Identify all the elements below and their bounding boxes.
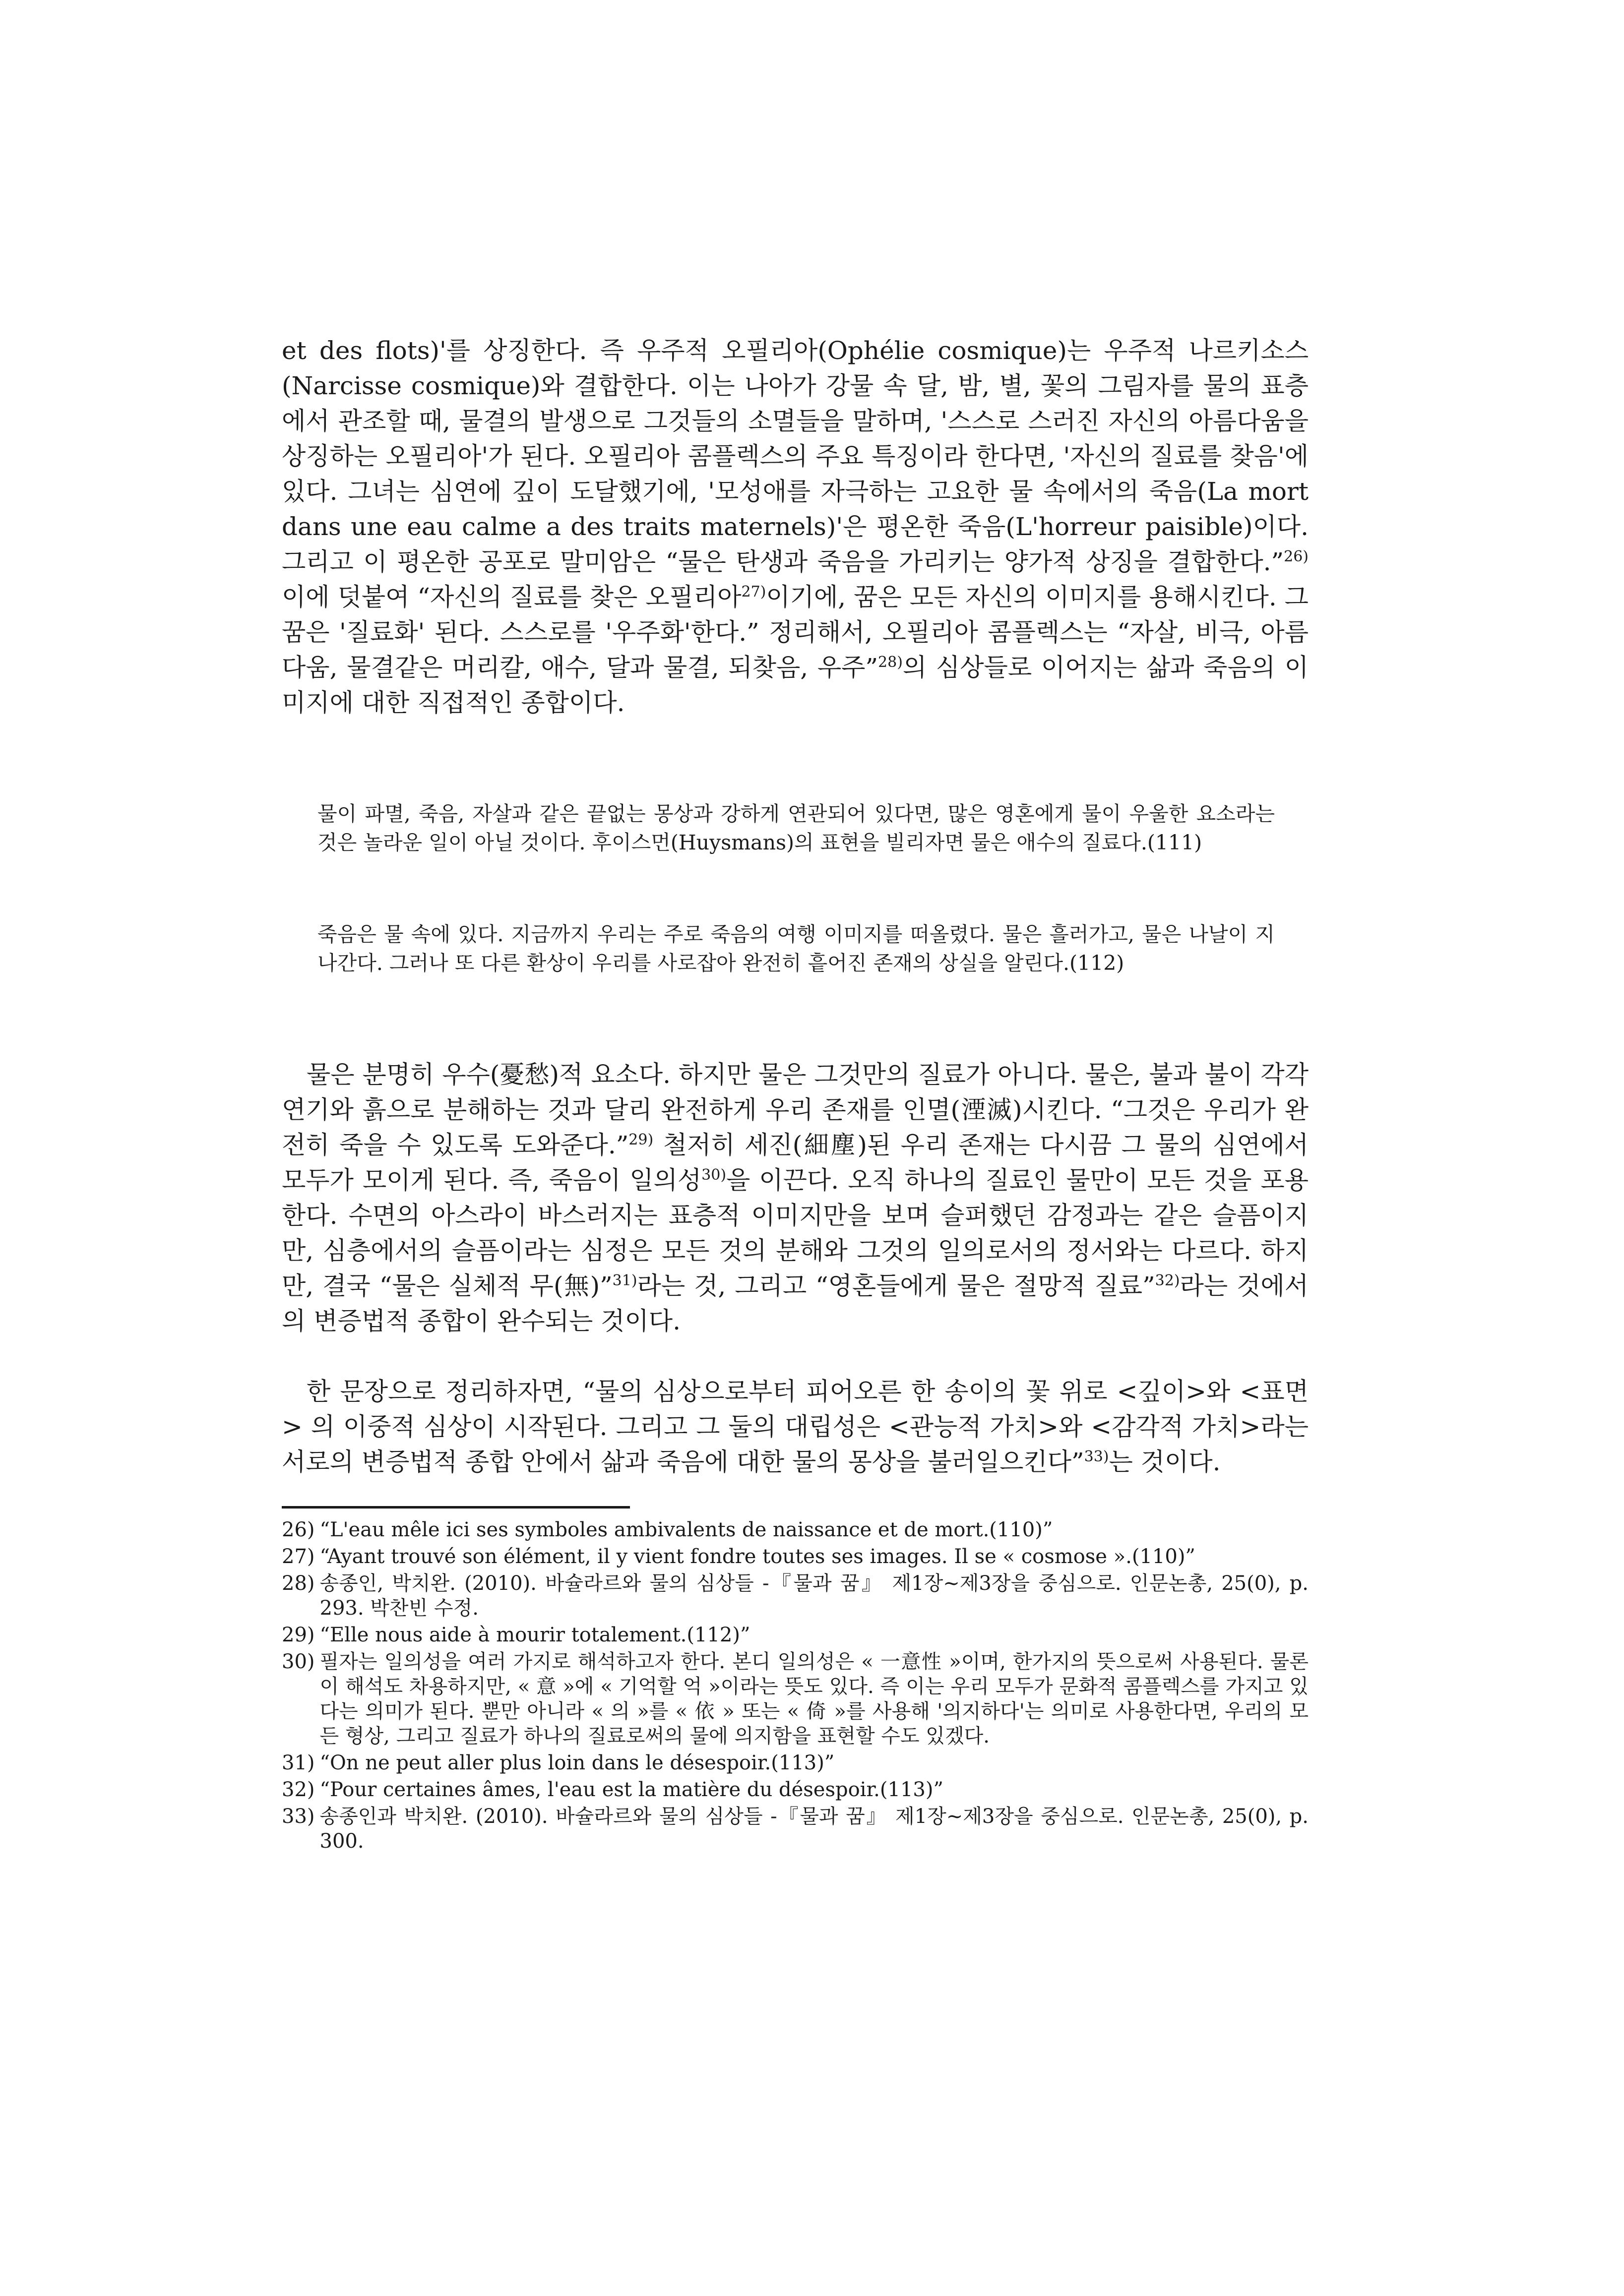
block-quote-1: 물이 파멸, 죽음, 자살과 같은 끝없는 몽상과 강하게 연관되어 있다면, 많은 영혼에게 물이 우울한 요소라는 것은 놀라운 일이 아닐 것이다. 후이스먼(Huysmans)의 표현을 빌리자면 물은 애수의 질료다.(111) [317,802,1275,854]
footnote-30 [282,1649,1309,1749]
paragraph-text: 을 이끈다. 오직 하나의 질료인 물만이 모든 것을 포용한다. 수면의 아스라이 바스러지는 표층적 이미지만을 보며 슬퍼했던 감정과는 같은 슬픔이지만, 심층에서의 슬픔이라는 심정은 모든 것의 분해와 그것의 일의로서의 정서와는 다르다. 하지만, 결국 “물은 실체적 무(無)” [282,1166,1309,1300]
footnote-text: “Elle nous aide à mourir totalement.(112)” [319,1624,750,1646]
footnote-ref-29[interactable]: 29) [628,1131,654,1148]
footnote-ref-28[interactable]: 28) [878,654,903,671]
footnote-number: 32) [282,1778,315,1801]
body-paragraph-2 [282,1057,1309,1339]
footnote-divider [282,1506,630,1509]
footnote-text: “On ne peut aller plus loin dans le désespoir.(113)” [319,1752,835,1774]
paragraph-text: 물은 분명히 우수(憂愁)적 요소다. 하지만 물은 그것만의 질료가 아니다. 물은, 불과 불이 각각 연기와 흙으로 분해하는 것과 달리 완전하게 우리 존재를 인멸(湮滅)시킨다. “그것은 우리가 완전히 죽을 수 있도록 도와준다.” [282,1060,1309,1159]
block-quote-2: 죽음은 물 속에 있다. 지금까지 우리는 주로 죽음의 여행 이미지를 떠올렸다. 물은 흘러가고, 물은 나날이 지나간다. 그러나 또 다른 환상이 우리를 사로잡아 완전히 흩어진 존재의 상실을 알린다.(112) [317,922,1275,975]
paragraph-text: 철저히 세진(細塵)된 우리 존재는 다시끔 그 물의 심연에서 모두가 모이게 된다. 즉, 죽음이 일의성 [282,1131,1309,1195]
footnote-ref-27[interactable]: 27) [741,583,766,601]
footnote-29 [282,1623,1309,1647]
footnote-number: 31) [282,1752,315,1774]
footnote-ref-33[interactable]: 33) [1084,1448,1109,1465]
body-paragraph-3 [282,1374,1309,1480]
footnote-ref-30[interactable]: 30) [701,1166,727,1184]
paragraph-text: 이에 덧붙여 “자신의 질료를 찾은 오필리아 [282,583,742,611]
footnote-text: “Pour certaines âmes, l'eau est la matière du désespoir.(113)” [319,1778,943,1801]
footnote-31 [282,1751,1309,1775]
footnote-27 [282,1544,1309,1569]
footnote-text: 송종인과 박치완. (2010). 바슐라르와 물의 심상들 -『물과 꿈』 제1장~제3장을 중심으로. 인문논총, 25(0), p. 300. [319,1805,1309,1853]
footnote-number: 33) [282,1805,315,1828]
footnote-ref-31[interactable]: 31) [612,1272,637,1289]
paragraph-text: 라는 것에서의 변증법적 종합이 완수되는 것이다. [282,1271,1309,1335]
footnote-list [282,1517,1309,1856]
body-paragraph-1 [282,333,1309,721]
footnote-ref-32[interactable]: 32) [1155,1272,1180,1289]
footnote-text: 송종인, 박치완. (2010). 바슐라르와 물의 심상들 -『물과 꿈』 제1장~제3장을 중심으로. 인문논총, 25(0), p. 293. 박찬빈 수정. [319,1572,1309,1620]
paragraph-text: 한 문장으로 정리하자면, “물의 심상으로부터 피어오른 한 송이의 꽃 위로 <깊이>와 <표면> 의 이중적 심상이 시작된다. 그리고 그 둘의 대립성은 <관능적 가치>와 <감각적 가치>라는 서로의 변증법적 종합 안에서 삶과 죽음에 대한 물의 몽상을 불러일으킨다” [282,1377,1309,1476]
footnote-number: 28) [282,1572,315,1595]
paragraph-text: 라는 것, 그리고 “영혼들에게 물은 절망적 질료” [637,1271,1155,1300]
paragraph-text: 이기에, 꿈은 모든 자신의 이미지를 용해시킨다. 그 꿈은 '질료화' 된다. 스스로를 '우주화'한다.” 정리해서, 오필리아 콤플렉스는 “자살, 비극, 아름다움, 물결같은 머리칼, 애수, 달과 물결, 되찾음, 우주” [282,583,1309,682]
paragraph-text: 의 심상들로 이어지는 삶과 죽음의 이미지에 대한 직접적인 종합이다. [282,653,1309,717]
footnote-33 [282,1804,1309,1854]
footnote-number: 30) [282,1650,315,1673]
footnote-32 [282,1777,1309,1802]
footnote-26 [282,1517,1309,1542]
paragraph-text: 는 것이다. [1109,1448,1221,1476]
footnote-ref-26[interactable]: 26) [1284,548,1309,565]
footnote-28 [282,1571,1309,1621]
footnote-text: “L'eau mêle ici ses symboles ambivalents de naissance et de mort.(110)” [319,1518,1053,1541]
footnote-number: 27) [282,1545,315,1568]
footnote-number: 26) [282,1518,315,1541]
paragraph-text: et des flots)'를 상징한다. 즉 우주적 오필리아(Ophélie cosmique)는 우주적 나르키소스(Narcisse cosmique)와 결합한다. 이는 나아가 강물 속 달, 밤, 별, 꽃의 그림자를 물의 표층에서 관조할 때, 물결의 발생으로 그것들의 소멸들을 말하며, '스스로 스러진 자신의 아름다움을 상징하는 오필리아'가 된다. 오필리아 콤플렉스의 주요 특징이라 한다면, '자신의 질료를 찾음'에 있다. 그녀는 심연에 깊이 도달했기에, '모성애를 자극하는 고요한 물 속에서의 죽음(La mort dans une eau calme a des traits maternels)'은 평온한 죽음(L'horreur paisible)이다. 그리고 이 평온한 공포로 말미암은 “물은 탄생과 죽음을 가리키는 양가적 상징을 결합한다.” [282,336,1309,576]
footnote-text: 필자는 일의성을 여러 가지로 해석하고자 한다. 본디 일의성은 « 一意性 »이며, 한가지의 뜻으로써 사용된다. 물론 이 해석도 차용하지만, « 意 »에 « 기억할 억 »이라는 뜻도 있다. 즉 이는 우리 모두가 문화적 콤플렉스를 가지고 있다는 의미가 된다. 뿐만 아니라 « 의 »를 « 依 » 또는 « 倚 »를 사용해 '의지하다'는 의미로 사용한다면, 우리의 모든 형상, 그리고 질료가 하나의 질료로써의 물에 의지함을 표현할 수도 있겠다. [319,1650,1309,1748]
footnote-number: 29) [282,1624,315,1646]
footnote-text: “Ayant trouvé son élément, il y vient fondre toutes ses images. Il se « cosmose ».(110)” [319,1545,1195,1568]
